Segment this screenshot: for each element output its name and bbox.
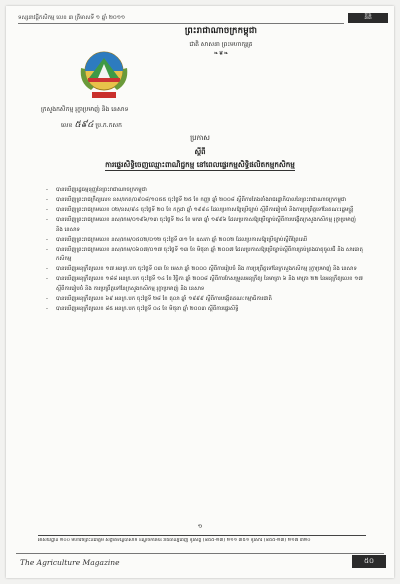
footer-address: អាសយដ្ឋាន ២០០ មហាវិថីព្រះនរោត្តម សង្កាត់ទន្លេបាសាក់ ខណ្ឌចំការមន រាជធានីភ្នំពេញ ទូរស័ព្ទ (៨៥៥-២៣) ២១១ ៣៥១ ទូរសារ (៨៥៥-២៣) ២១៧ ៣២០ xyxy=(38,538,311,543)
document-number xyxy=(61,119,122,132)
list-item: - បានឃើញអនុក្រឹត្យលេខ ៦៩ អនក្រ.បក ចុះថ្ងៃទី ២៨ ខែ តុលា ឆ្នាំ ១៩៩៩ ស្ដីពីការបង្កើតគណៈកម្មាធិការជាតិ xyxy=(46,295,272,302)
kingdom-heading xyxy=(146,26,296,57)
doc-number-prefix: លេខ xyxy=(61,122,73,129)
preamble-list xyxy=(46,186,364,315)
kingdom-name: ព្រះរាជាណាចក្រកម្ពុជា xyxy=(184,26,258,36)
list-item: - បានឃើញអនុក្រឹត្យលេខ ១៧ អនក្រ.បក ចុះថ្ងៃទី ០៣ ខែ មេសា ឆ្នាំ ២០០០ ស្ដីពីការរៀបចំ និង ការប្រព្រឹត្តទៅនៃក្រសួងកសិកម្ម រុក្ខាប្រមាញ់ និង នេសាទ xyxy=(46,266,357,273)
list-item: - បានឃើញអនុក្រឹត្យលេខ ១៨៨ អនក្រ.បក ចុះថ្ងៃទី ១៤ ខែ វិច្ឆិកា ឆ្នាំ ២០០៨ ស្ដីពីការកែសម្រួលអនុក្រឹត្យ នៃមាត្រា ៦ និង មាត្រា ២២ នៃអនុក្រឹត្យលេខ ១៧ ស្ដីពីការរៀបចំ និង ការប្រព្រឹត្តទៅនៃក្រសួងកសិកម្ម រុក្ខាប្រមាញ់ និង នេសាទ xyxy=(46,276,363,292)
ministry-emblem-icon xyxy=(76,48,132,100)
footer-rule xyxy=(38,535,366,536)
magazine-rule xyxy=(16,553,384,554)
list-item: - បានឃើញព្រះរាជក្រឹត្យលេខ នស/រកត/០៩០៨/១០៥៥ ចុះថ្ងៃទី ២៥ ខែ កញ្ញា ឆ្នាំ ២០០៨ ស្ដីពីការតែងតាំងរាជរដ្ឋាភិបាលនៃព្រះរាជាណាចក្រកម្ពុជា xyxy=(46,197,347,204)
document-title-text: ការផ្ទេរសិទ្ធិចេញឈ្មោះពាណិជ្ជកម្ម នៅពេលផ្ទេរកម្មសិទ្ធិផលិតកម្មកសិកម្ម xyxy=(105,160,295,169)
magazine-title: The Agriculture Magazine xyxy=(20,558,120,567)
list-item: - បានឃើញរដ្ឋធម្មនុញ្ញនៃព្រះរាជាណាចក្រកម្ពុជា xyxy=(46,187,147,193)
running-header xyxy=(12,12,388,24)
doc-number-handwritten: ៥៩៤ xyxy=(74,120,94,130)
ornament-divider: ❧❦❧ xyxy=(213,50,229,57)
document-page-number: ១ xyxy=(197,523,203,530)
ministry-name: ក្រសួងកសិកម្ម រុក្ខាប្រមាញ់ និង នេសាទ xyxy=(41,106,129,113)
document-title xyxy=(6,160,394,171)
subject-label: ស្ដីពី xyxy=(194,148,206,156)
running-title: ទស្សនាវដ្ដីកសិកម្ម លេខ ៣ ត្រីមាសទី ១ ឆ្នាំ ២០១១ xyxy=(18,15,126,21)
list-item: - បានឃើញព្រះរាជក្រមលេខ នស/រកម/០១៩៦/១៣ ចុះថ្ងៃទី ២៤ ខែ មករា ឆ្នាំ ១៩៩៦ ដែលប្រកាសឱ្យប្រើច្បាប់ស្ដីពីការបង្កើតក្រសួងកសិកម្ម រុក្ខាប្រមាញ់ និង នេសាទ xyxy=(46,217,356,233)
list-item: - បានឃើញព្រះរាជក្រមលេខ នស/រកម/០៥០២/០១២ ចុះថ្ងៃទី ៣១ ខែ ឧសភា ឆ្នាំ ២០០២ ដែលប្រកាសឱ្យប្រើច្បាប់ស្ដីពីព្រៃឈើ xyxy=(46,236,308,243)
national-motto: ជាតិ សាសនា ព្រះមហាក្សត្រ xyxy=(189,41,253,48)
list-item: - បានឃើញព្រះរាជក្រមលេខ នស/រកម/០៦០៧/០១៧ ចុះថ្ងៃទី ១៣ ខែ មិថុនា ឆ្នាំ ២០០៧ ដែលប្រកាសឱ្យប្រើច្បាប់ស្ដីពីការគ្រប់គ្រងធាតុចូលជី និង សារធាតុកសិកម្ម xyxy=(46,246,363,263)
doc-number-suffix: ប្រ.ក.កសក xyxy=(95,122,122,129)
document-type: ប្រកាស xyxy=(190,134,210,142)
list-item: - បានឃើញព្រះរាជក្រមលេខ ០២/នស/៩៤ ចុះថ្ងៃទី ២០ ខែ កក្កដា ឆ្នាំ ១៩៩៤ ដែលប្រកាសឱ្យប្រើច្បាប់ ស្ដីពីការរៀបចំ និងការប្រព្រឹត្តទៅនៃគណៈរដ្ឋមន្ត្រី xyxy=(46,207,354,214)
document-page xyxy=(6,6,394,578)
header-rule xyxy=(18,23,344,24)
section-tab: នីតិ xyxy=(348,13,388,23)
magazine-page-number: ៥០ xyxy=(352,555,386,568)
list-item: - បានឃើញអនុក្រឹត្យលេខ ៨៥ អនក្រ.បក ចុះថ្ងៃទី ០៤ ខែ មិថុនា ឆ្នាំ ២០០៣ ស្ដីពីការផ្ទេរសិទ្ធិ xyxy=(46,306,239,313)
